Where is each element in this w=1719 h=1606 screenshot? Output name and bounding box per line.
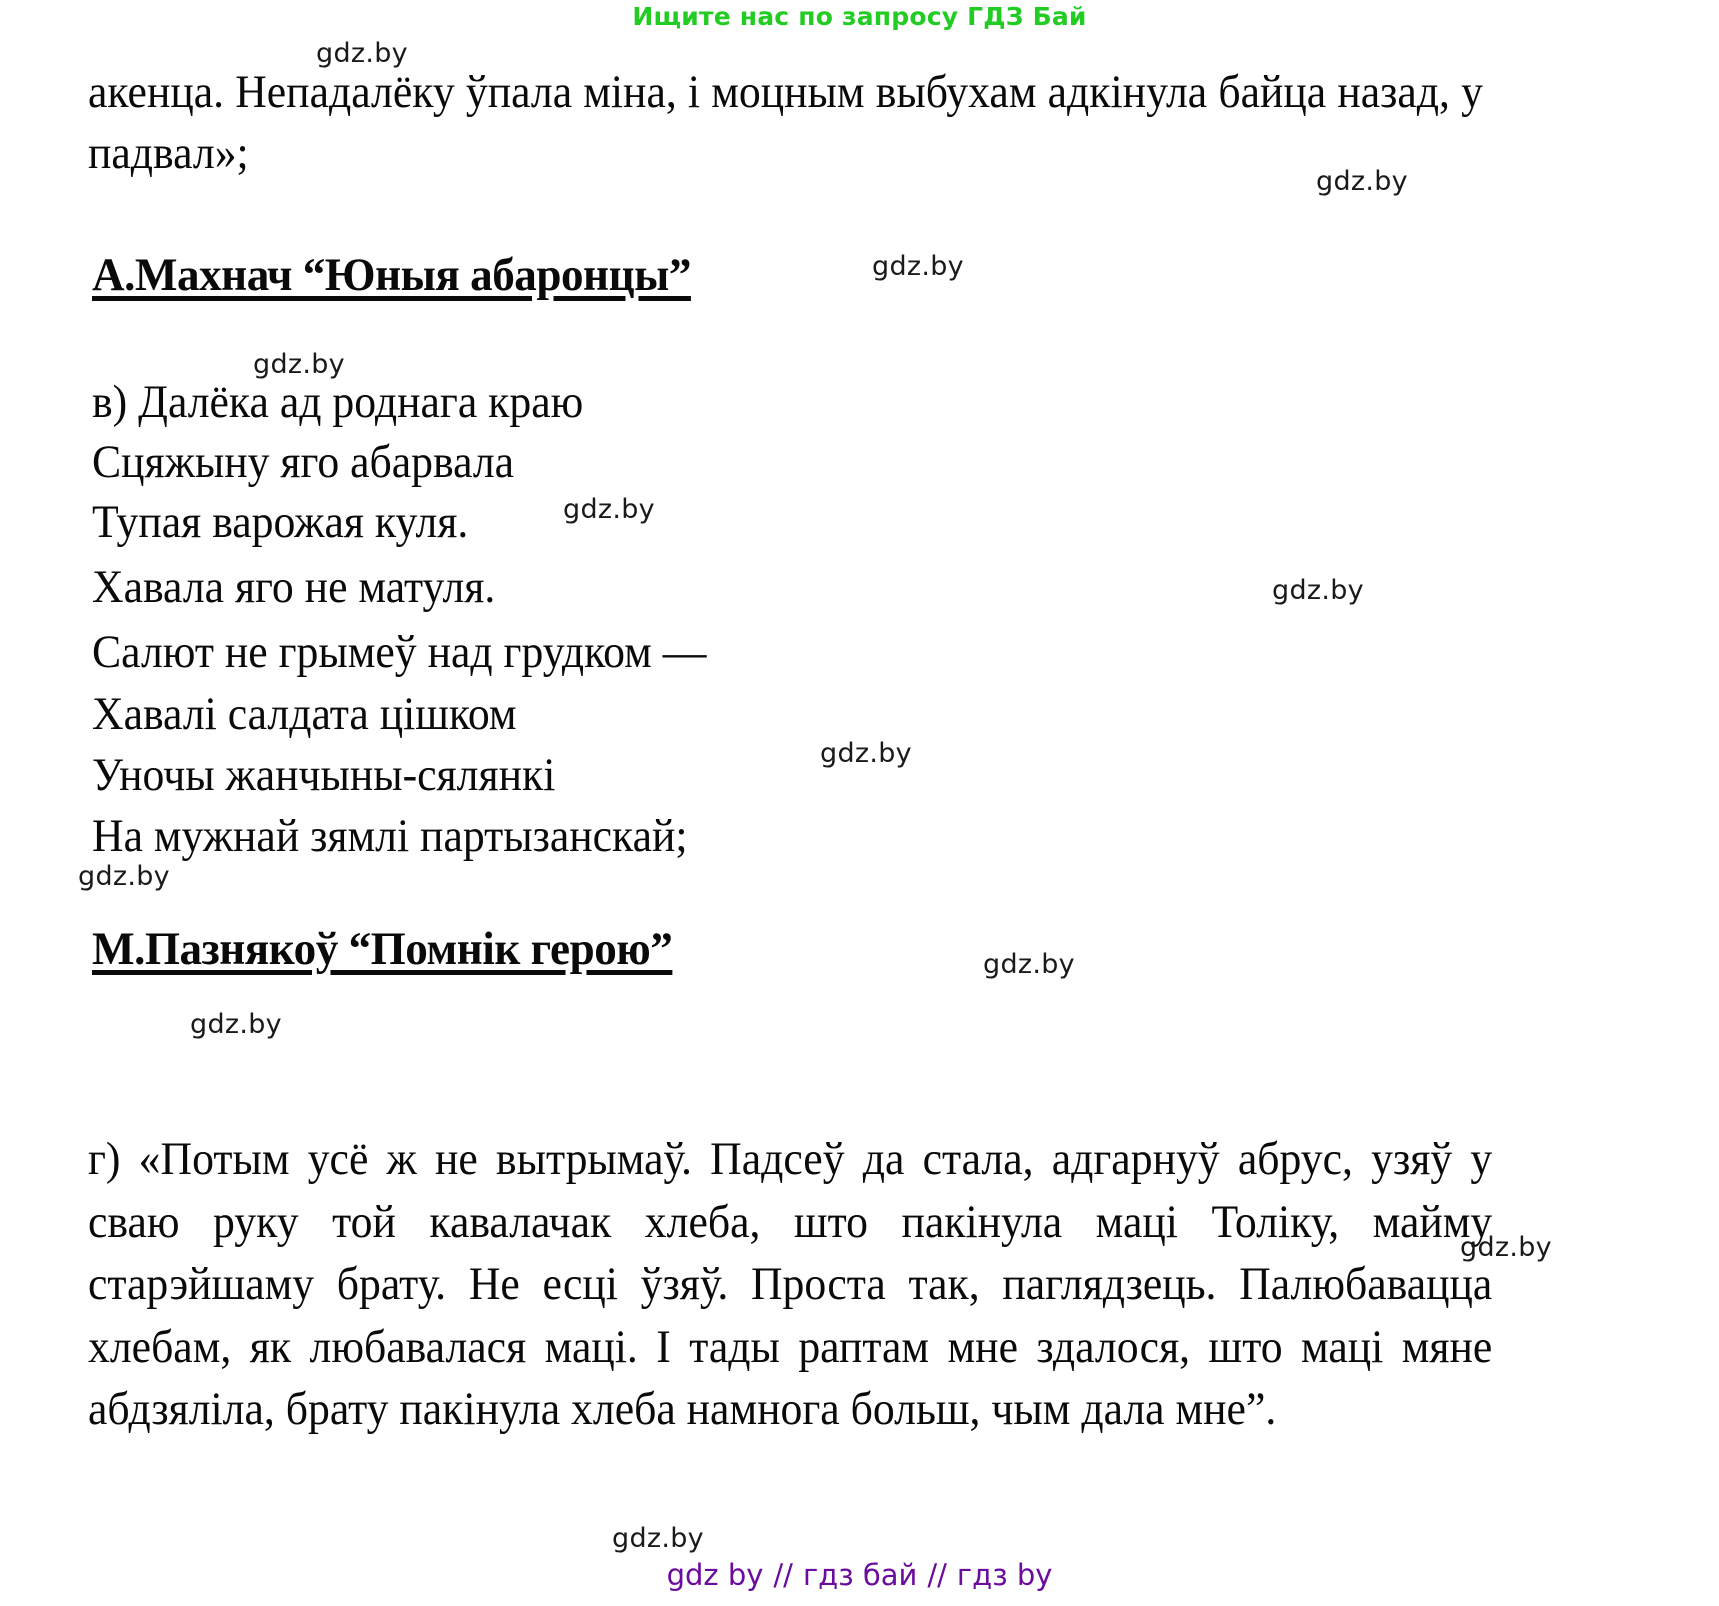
- watermark: gdz.by: [1316, 166, 1408, 197]
- poem-line: Сцяжыну яго абарвала: [92, 436, 515, 488]
- promo-banner: Ищите нас по запросу ГДЗ Бай: [632, 2, 1087, 31]
- watermark: gdz.by: [612, 1523, 704, 1554]
- watermark: gdz.by: [1272, 575, 1364, 606]
- prose-paragraph: г) «Потым усё ж не вытрымаў. Падсеў да стала, адгарнуў абрус, узяў у сваю руку той кавалачак хлеба, што пакінула маці Толіку, майму старэйшаму брату. Не есці ўзяў. Проста так, паглядзець. Палюбавацца хлебам, як любавалася маці. І тады раптам мне здалося, што маці мяне абдзяліла, брату пакінула хлеба намнога больш, чым дала мне”.: [88, 1133, 1504, 1435]
- footer-links: [0, 1558, 1719, 1592]
- footer-part-2: гдз бай: [802, 1558, 918, 1592]
- footer-part-3: гдз by: [956, 1558, 1053, 1592]
- heading-makhnach-text: А.Махнач “Юныя абаронцы”: [92, 249, 691, 301]
- poem-line: Хавала яго не матуля.: [92, 561, 496, 613]
- watermark: gdz.by: [563, 494, 655, 525]
- poem-line: Хавалі салдата цішком: [92, 688, 517, 740]
- watermark: gdz.by: [820, 738, 912, 769]
- poem-line: На мужнай зямлі партызанскай;: [92, 810, 688, 862]
- watermark: gdz.by: [983, 949, 1075, 980]
- heading-pazniakou: [92, 920, 697, 979]
- heading-makhnach: [92, 246, 716, 305]
- poem-line: Тупая варожая куля.: [92, 496, 469, 548]
- poem-line: Салют не грымеў над грудком —: [92, 626, 707, 678]
- heading-pazniakou-text: М.Пазнякоў “Помнік герою”: [92, 923, 673, 975]
- footer-part-1: gdz by: [666, 1558, 764, 1592]
- watermark: gdz.by: [78, 861, 170, 892]
- footer-separator: //: [927, 1558, 947, 1592]
- footer-separator: //: [773, 1558, 793, 1592]
- watermark: gdz.by: [190, 1009, 282, 1040]
- watermark: gdz.by: [253, 349, 345, 380]
- watermark: gdz.by: [872, 251, 964, 282]
- poem-line: Уночы жанчыны-сялянкі: [92, 749, 556, 801]
- watermark: gdz.by: [316, 38, 408, 69]
- intro-paragraph: акенца. Непадалёку ўпала міна, і моцным выбухам адкінула байца назад, у падвал»;: [88, 66, 1494, 180]
- watermark: gdz.by: [1460, 1232, 1552, 1263]
- poem-line: в) Далёка ад роднага краю: [92, 376, 584, 428]
